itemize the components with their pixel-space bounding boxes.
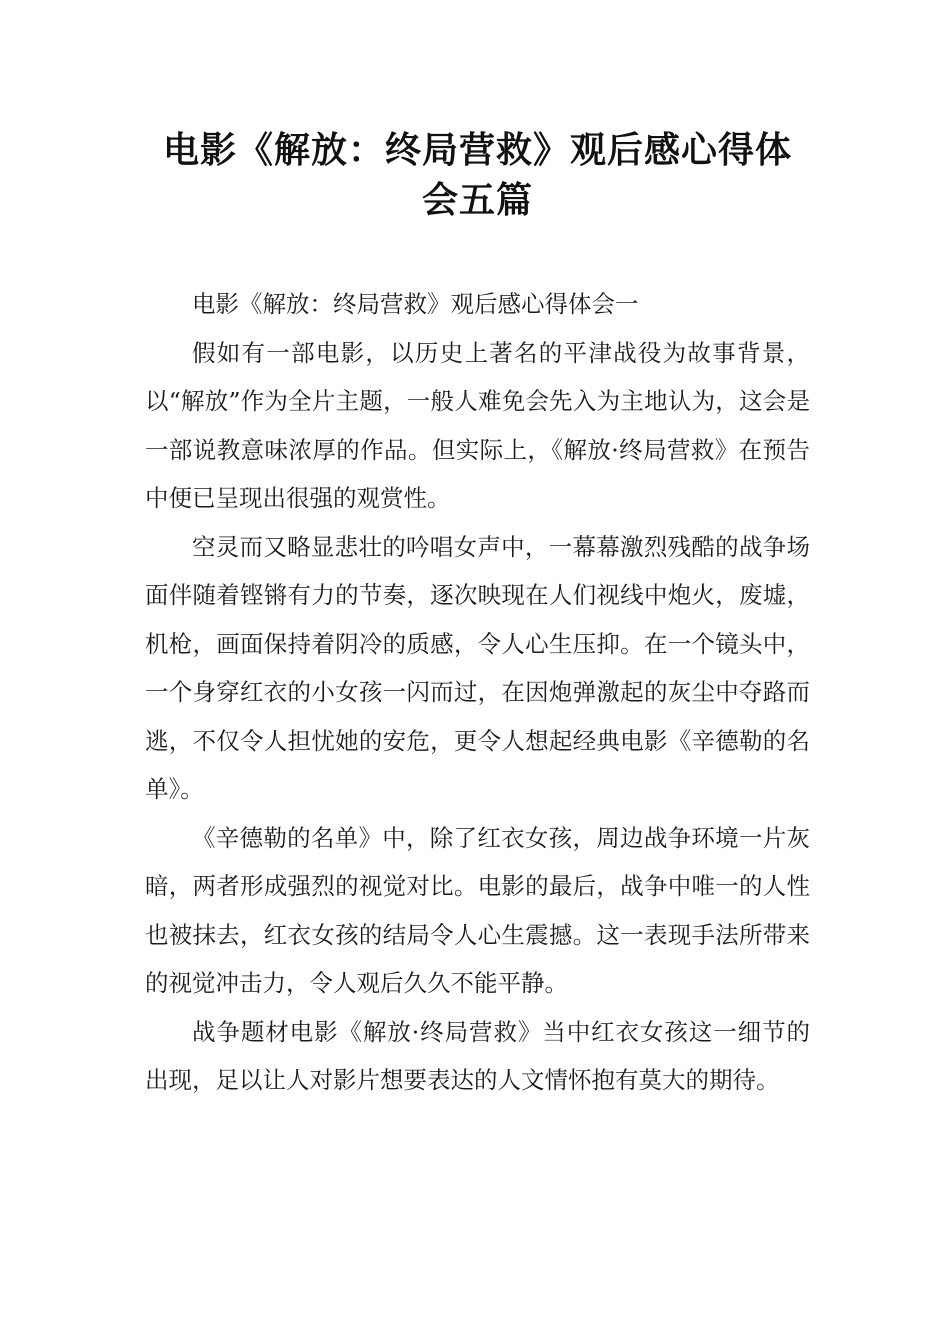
paragraph: 战争题材电影《解放·终局营救》当中红衣女孩这一细节的出现，足以让人对影片想要表达的人文情怀抱有莫大的期待。 bbox=[145, 1017, 810, 1094]
section-heading: 电影《解放：终局营救》观后感心得体会一 bbox=[192, 290, 639, 318]
document-title: 电影《解放：终局营救》观后感心得体会五篇 bbox=[162, 130, 792, 221]
document-body bbox=[145, 280, 810, 1105]
paragraph: 假如有一部电影，以历史上著名的平津战役为故事背景，以“解放”作为全片主题，一般人难免会先入为主地认为，这会是一部说教意味浓厚的作品。但实际上，《解放·终局营救》在预告中便已呈现出很强的观赏性。 bbox=[145, 338, 810, 512]
paragraph: 空灵而又略显悲壮的吟唱女声中，一幕幕激烈残酷的战争场面伴随着铿锵有力的节奏，逐次映现在人们视线中炮火，废墟，机枪，画面保持着阴冷的质感，令人心生压抑。在一个镜头中，一个身穿红衣的小女孩一闪而过，在因炮弹激起的灰尘中夺路而逃，不仅令人担忧她的安危，更令人想起经典电影《辛德勒的名单》。 bbox=[145, 532, 810, 803]
paragraph: 《辛德勒的名单》中，除了红衣女孩，周边战争环境一片灰暗，两者形成强烈的视觉对比。电影的最后，战争中唯一的人性也被抹去，红衣女孩的结局令人心生震撼。这一表现手法所带来的视觉冲击力，令人观后久久不能平静。 bbox=[145, 823, 810, 997]
